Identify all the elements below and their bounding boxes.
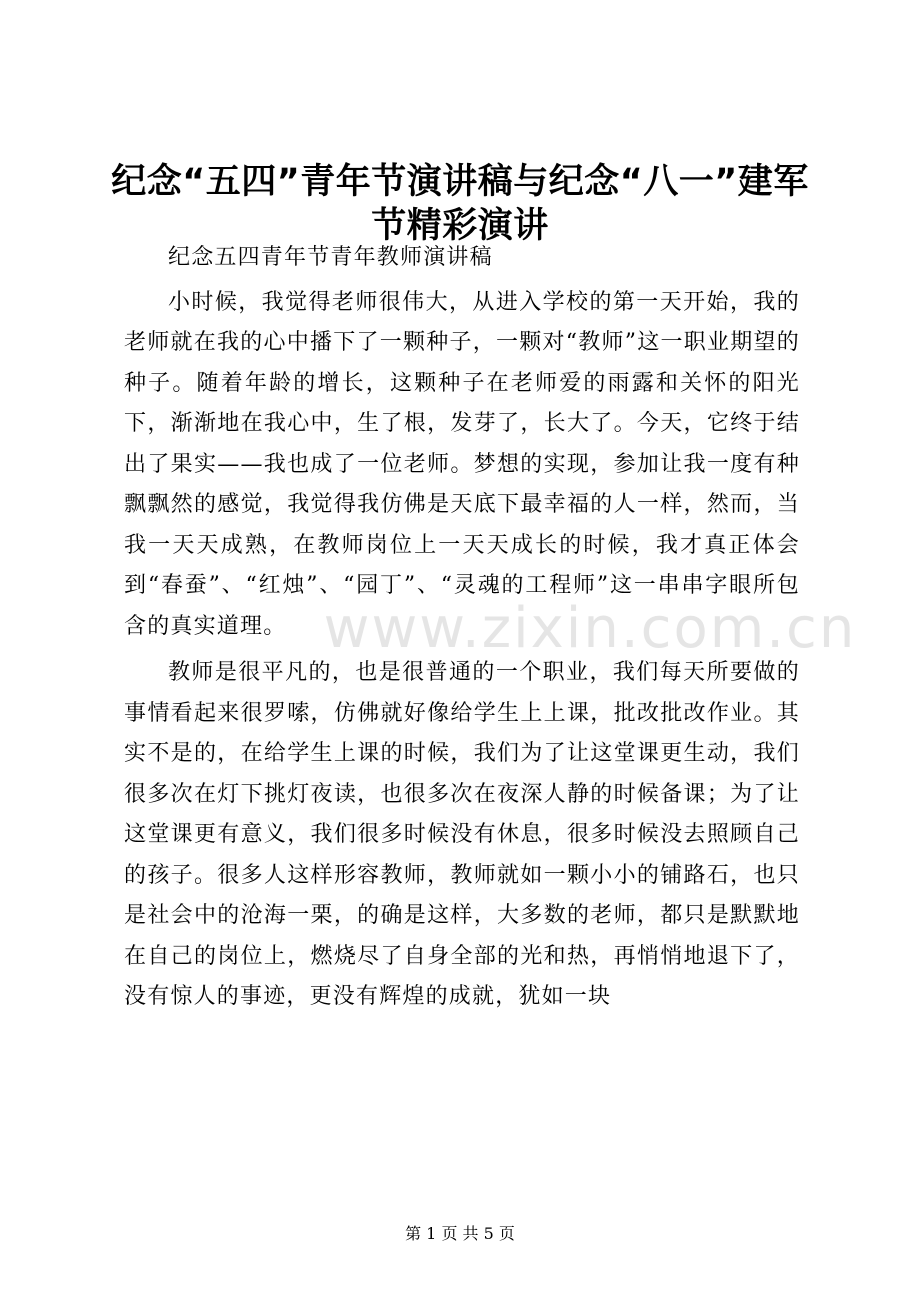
document-subtitle: 纪念五四青年节青年教师演讲稿 bbox=[168, 245, 493, 270]
document-title: 纪念“五四”青年节演讲稿与纪念“八一”建军节精彩演讲 bbox=[111, 162, 809, 246]
document-body bbox=[124, 238, 800, 1024]
paragraph-2: 教师是很平凡的，也是很普通的一个职业，我们每天所要做的事情看起来很罗嗦，仿佛就好像给学生上上课，批改批改作业。其实不是的，在给学生上课的时候，我们为了让这堂课更生动，我们很多次在灯下挑灯夜读，也很多次在夜深人静的时候备课；为了让这堂课更有意义，我们很多时候没有休息，很多时候没去照顾自己的孩子。很多人这样形容教师，教师就如一颗小小的铺路石，也只是社会中的沧海一栗，的确是这样，大多数的老师，都只是默默地在自己的岗位上，燃烧尽了自身全部的光和热，再悄悄地退下了，没有惊人的事迹，更没有辉煌的成就，犹如一块 bbox=[124, 660, 800, 1009]
page-footer: 第 1 页 共 5 页 bbox=[405, 1224, 515, 1243]
paragraph-1: 小时候，我觉得老师很伟大，从进入学校的第一天开始，我的老师就在我的心中播下了一颗种子，一颗对“教师”这一职业期望的种子。随着年龄的增长，这颗种子在老师爱的雨露和关怀的阳光下，渐渐地在我心中，生了根，发芽了，长大了。今天，它终于结出了果实——我也成了一位老师。梦想的实现，参加让我一度有种飘飘然的感觉，我觉得我仿佛是天底下最幸福的人一样，然而，当我一天天成熟，在教师岗位上一天天成长的时候，我才真正体会到“春蚕”、“红烛”、“园丁”、“灵魂的工程师”这一串串字眼所包含的真实道理。 bbox=[124, 289, 800, 639]
watermark: www.zixin.com.cn bbox=[323, 596, 857, 661]
